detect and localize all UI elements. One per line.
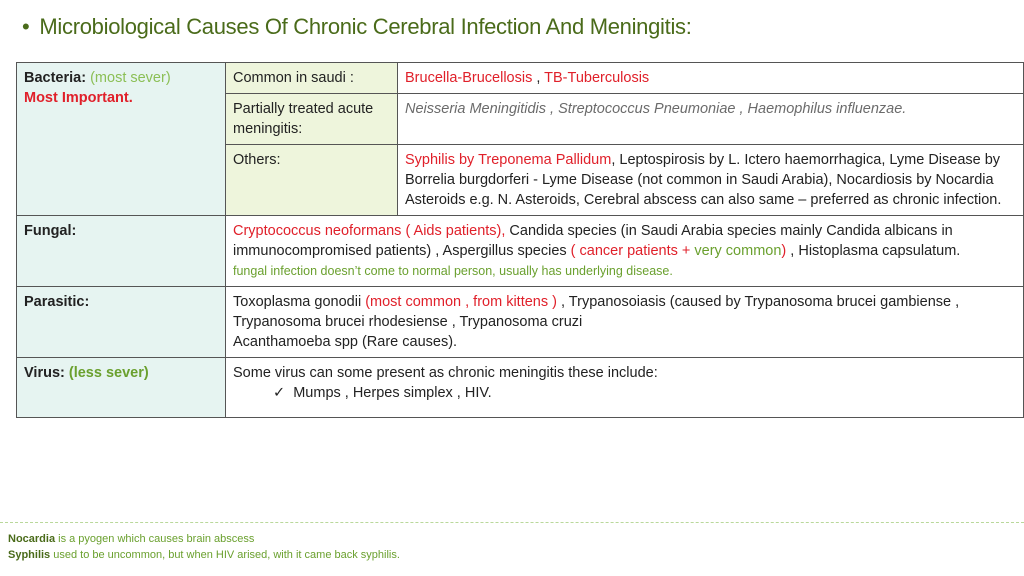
fungal-value: Cryptococcus neoformans ( Aids patients), Candida species (in Saudi Arabia species mainly Candida albicans in immunocompromised patients) , Aspergillus species ( cancer patients + very common) , Histoplasma capsulatum. fungal infection doesn’t come to normal person, usually has underlying disease. — [226, 216, 1024, 287]
sub-others: Others: — [226, 145, 398, 216]
category-virus: Virus: (less sever) — [17, 358, 226, 418]
virus-list: Mumps , Herpes simplex , HIV. — [293, 385, 492, 401]
parasitic-value: Toxoplasma gonodii (most common , from kittens ) , Trypanosoiasis (caused by Trypanosoma brucei gambiense , Trypanosoma brucei rhodesiense , Trypanosoma cruzi Acanthamoeba spp (Rare causes). — [226, 287, 1024, 358]
title-bullet: • — [22, 14, 30, 39]
causes-table — [16, 62, 1024, 418]
sub-partially-treated: Partially treated acute meningitis: — [226, 94, 398, 145]
table-row-bacteria-common — [17, 63, 1024, 94]
footnote-syphilis: Syphilis used to be uncommon, but when HIV arised, with it came back syphilis. — [8, 549, 400, 561]
footnote-nocardia: Nocardia is a pyogen which causes brain abscess — [8, 533, 255, 545]
bacteria-severity: (most sever) — [90, 70, 171, 86]
title-text: Microbiological Causes Of Chronic Cerebral Infection And Meningitis: — [39, 14, 692, 39]
partially-treated-value: Neisseria Meningitidis , Streptococcus Pneumoniae , Haemophilus influenzae. — [398, 94, 1024, 145]
common-in-saudi-value: Brucella-Brucellosis , TB-Tuberculosis — [398, 63, 1024, 94]
category-fungal: Fungal: — [17, 216, 226, 287]
bacteria-label: Bacteria: — [24, 70, 87, 86]
category-parasitic: Parasitic: — [17, 287, 226, 358]
virus-value: Some virus can some present as chronic meningitis these include: ✓ Mumps , Herpes simplex , HIV. — [226, 358, 1024, 418]
checkmark-icon: ✓ — [273, 385, 286, 401]
footer-notes — [8, 531, 400, 563]
category-bacteria — [17, 63, 226, 216]
page-title — [22, 14, 692, 40]
others-value: Syphilis by Treponema Pallidum, Leptospirosis by L. Ictero haemorrhagica, Lyme Disease by Borrelia burgdorferi - Lyme Disease (not common in Saudi Arabia), Nocardiosis by Nocardia Asteroids e.g. N. Asteroids, Cerebral abscess can also same – preferred as chronic infection. — [398, 145, 1024, 216]
table-row-fungal — [17, 216, 1024, 287]
table-row-parasitic — [17, 287, 1024, 358]
footer-divider — [0, 522, 1024, 523]
table-row-virus — [17, 358, 1024, 418]
fungal-note: fungal infection doesn’t come to normal person, usually has underlying disease. — [233, 264, 673, 278]
bacteria-important: Most Important. — [24, 90, 133, 106]
sub-common-in-saudi: Common in saudi : — [226, 63, 398, 94]
